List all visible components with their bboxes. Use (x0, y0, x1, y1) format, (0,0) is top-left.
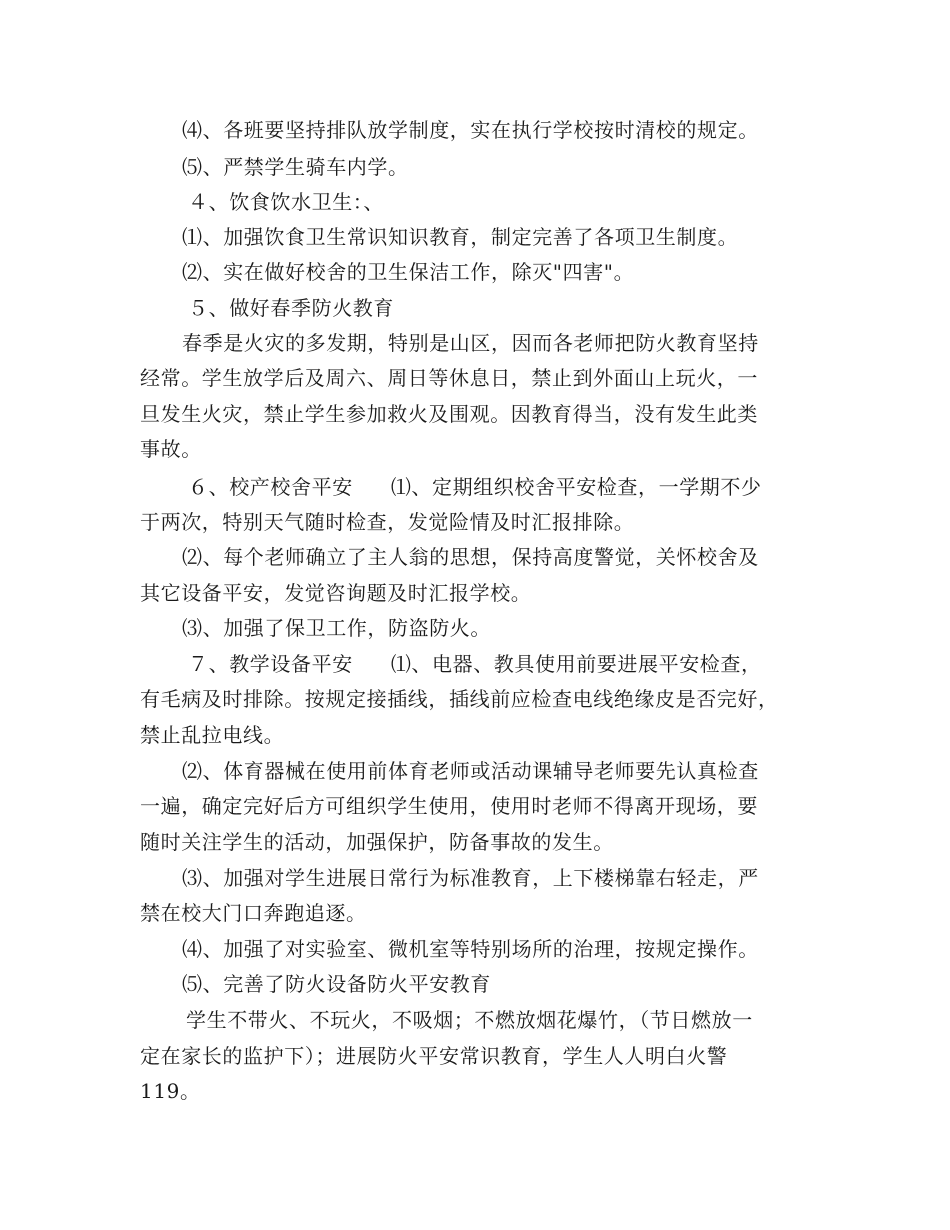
text-line: ⑴、加强饮食卫生常识知识教育，制定完善了各项卫生制度。 (182, 225, 739, 249)
text-line: 定在家长的监护下）；进展防火平安常识教育，学生人人明白火警 (140, 1044, 728, 1068)
text-line: 随时关注学生的活动，加强保护，防备事故的发生。 (140, 830, 614, 854)
text-line: 一遍，确定完好后方可组织学生使用，使用时老师不得离开现场，要 (140, 794, 758, 818)
text-line: 经常。学生放学后及周六、周日等休息日，禁止到外面山上玩火，一 (140, 366, 758, 390)
section-heading: ７、教学设备平安 (188, 652, 353, 676)
text-line: 禁止乱拉电线。 (140, 723, 285, 747)
text-line: ⑵、每个老师确立了主人翁的思想，保持高度警觉，关怀校舍及 (182, 545, 759, 569)
section-heading: ５、做好春季防火教育 (188, 296, 394, 320)
text-line: 旦发生火灾，禁止学生参加救火及围观。因教育得当，没有发生此类 (140, 402, 758, 426)
text-line: 119。 (140, 1079, 201, 1103)
text-line: ⑴、电器、教具使用前要进展平安检查， (390, 652, 762, 676)
text-line: ⑵、体育器械在使用前体育老师或活动课辅导老师要先认真检查 (182, 759, 759, 783)
text-line: ⑸、完善了防火设备防火平安教育 (182, 972, 491, 996)
text-line: ⑶、加强对学生进展日常行为标准教育，上下楼梯靠右轻走，严 (182, 866, 759, 890)
text-line: 禁在校大门口奔跑追逐。 (140, 901, 367, 925)
text-line: ⑷、加强了对实验室、微机室等特别场所的治理，按规定操作。 (182, 937, 759, 961)
text-line: ⑶、加强了保卫工作，防盗防火。 (182, 616, 491, 640)
text-line: ⑴、定期组织校舍平安检查，一学期不少 (390, 475, 762, 499)
text-line: ⑵、实在做好校舍的卫生保洁工作，除灭"四害"。 (182, 260, 635, 284)
text-line: 其它设备平安，发觉咨询题及时汇报学校。 (140, 581, 532, 605)
text-line: 事故。 (140, 437, 202, 461)
text-line: 学生不带火、不玩火，不吸烟；不燃放烟花爆竹，（节日燃放一 (186, 1008, 753, 1032)
text-line: 春季是火灾的多发期，特别是山区，因而各老师把防火教育坚持 (182, 331, 759, 355)
text-line: ⑸、严禁学生骑车内学。 (182, 155, 409, 179)
text-line: 有毛病及时排除。按规定接插线，插线前应检查电线绝缘皮是否完好， (140, 687, 779, 711)
text-line: 于两次，特别天气随时检查，发觉险情及时汇报排除。 (140, 510, 635, 534)
section-heading: ６、校产校舍平安 (188, 475, 353, 499)
section-heading: ４、饮食饮水卫生：、 (188, 190, 384, 214)
section-line (188, 473, 878, 501)
text-line: ⑷、各班要坚持排队放学制度，实在执行学校按时清校的规定。 (182, 118, 759, 142)
section-line (188, 650, 878, 678)
